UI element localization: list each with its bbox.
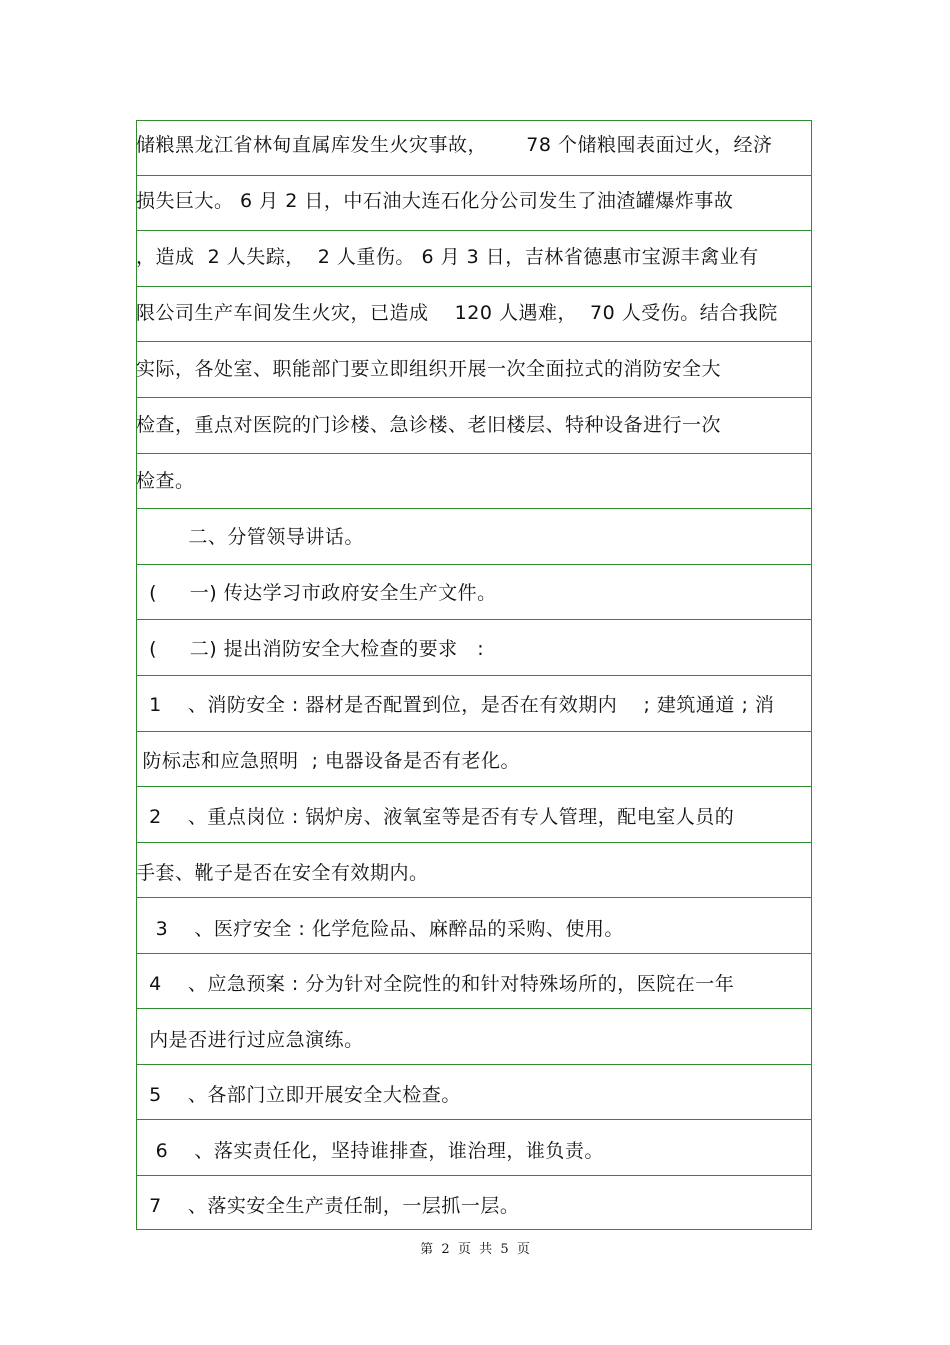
text-line: 2 、重点岗位 : 锅炉房、液氧室等是否有专人管理，配电室人员的	[136, 806, 735, 829]
text-line: 实际，各处室、职能部门要立即组织开展一次全面拉式的消防安全大	[136, 358, 722, 381]
ruled-line	[136, 1064, 812, 1065]
text-line: 二、分管领导讲话。	[136, 526, 364, 549]
text-line: 5 、各部门立即开展安全大检查。	[136, 1084, 461, 1107]
text-line: 限公司生产车间发生火灾，已造成 120 人遇难， 70 人受伤。结合我院	[136, 302, 778, 325]
ruled-line	[136, 842, 812, 843]
ruled-line	[136, 1119, 812, 1120]
text-line: 3 、医疗安全 : 化学危险品、麻醉品的采购、使用。	[136, 918, 624, 941]
text-line: 手套、靴子是否在安全有效期内。	[136, 862, 429, 885]
text-line: ( 一) 传达学习市政府安全生产文件。	[136, 582, 497, 605]
page-number-footer: 第 2 页 共 5 页	[420, 1242, 530, 1257]
text-line: ，造成 2 人失踪， 2 人重伤。 6 月 3 日，吉林省德惠市宝源丰禽业有	[136, 246, 759, 269]
text-line: 储粮黑龙江省林甸直属库发生火灾事故， 78 个储粮囤表面过火，经济	[136, 134, 773, 157]
ruled-line	[136, 897, 812, 898]
text-line: 防标志和应急照明 ; 电器设备是否有老化。	[136, 750, 521, 773]
text-line: 7 、落实安全生产责任制，一层抓一层。	[136, 1195, 520, 1218]
ruled-line	[136, 786, 812, 787]
text-line: 检查。	[136, 470, 195, 493]
text-line: 1 、消防安全 : 器材是否配置到位，是否在有效期内 ; 建筑通道 ; 消	[136, 694, 775, 717]
ruled-line	[136, 1008, 812, 1009]
text-line: ( 二) 提出消防安全大检查的要求 :	[136, 638, 485, 661]
text-line: 内是否进行过应急演练。	[136, 1029, 364, 1052]
text-line: 4 、应急预案 : 分为针对全院性的和针对特殊场所的，医院在一年	[136, 973, 735, 996]
ruled-line	[136, 1175, 812, 1176]
ruled-line	[136, 953, 812, 954]
text-line: 损失巨大。 6 月 2 日，中石油大连石化分公司发生了油渣罐爆炸事故	[136, 190, 734, 213]
text-line: 检查，重点对医院的门诊楼、急诊楼、老旧楼层、特种设备进行一次	[136, 414, 722, 437]
text-line: 6 、落实责任化，坚持谁排查，谁治理，谁负责。	[136, 1140, 604, 1163]
